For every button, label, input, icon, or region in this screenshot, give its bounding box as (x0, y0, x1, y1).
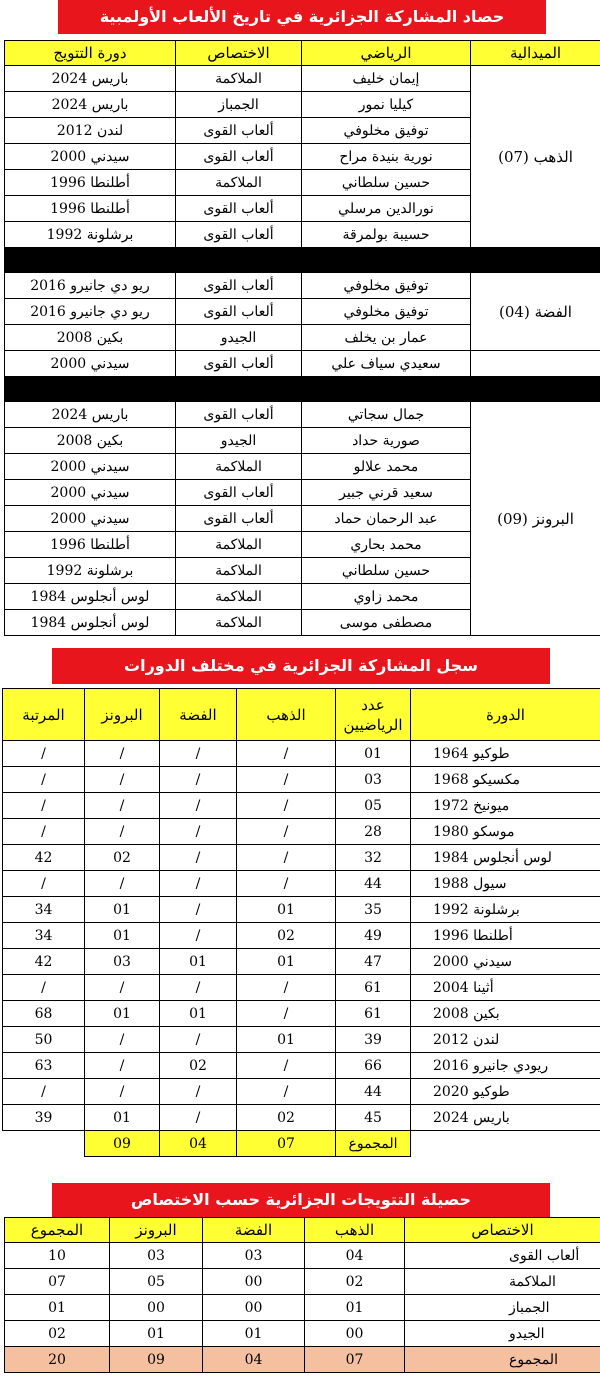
total-count: 10 (5, 1243, 110, 1269)
rank: 42 (3, 845, 85, 871)
athlete-games: سيدني 2000 (5, 351, 176, 377)
medalists-table (4, 40, 600, 636)
edition: لندن 2012 (411, 1027, 600, 1053)
athlete-discipline: ألعاب القوى (176, 506, 302, 532)
totals-bronze: 09 (85, 1131, 160, 1157)
athletes-count: 32 (336, 845, 411, 871)
group-divider-row (5, 248, 600, 273)
athletes-count: 01 (336, 741, 411, 767)
discipline-header-row (5, 1218, 600, 1243)
silver-count: / (160, 871, 237, 897)
medal-silver-label: الفضة (04) (471, 273, 600, 351)
rank: / (3, 1079, 85, 1105)
rank: 68 (3, 1001, 85, 1027)
rank: 34 (3, 897, 85, 923)
athlete-discipline: ألعاب القوى (176, 222, 302, 248)
silver-count: / (160, 897, 237, 923)
header-gold: الذهب (305, 1218, 405, 1243)
discipline-sum-row (5, 1347, 600, 1373)
header-athletes-count: عدد الرياضيين (336, 689, 411, 741)
participation-row (3, 819, 600, 845)
edition: برشلونة 1992 (411, 897, 600, 923)
athlete-name: سعيدي سياف علي (302, 351, 471, 377)
edition: سيدني 2000 (411, 949, 600, 975)
athlete-name: عبد الرحمان حماد (302, 506, 471, 532)
bronze-count: 03 (85, 949, 160, 975)
rank: / (3, 741, 85, 767)
gold-count: / (237, 1053, 336, 1079)
bronze-count: / (85, 975, 160, 1001)
athlete-name: سعيد قرني جبير (302, 480, 471, 506)
participation-row (3, 1027, 600, 1053)
rank: / (3, 793, 85, 819)
edition: لوس أنجلوس 1984 (411, 845, 600, 871)
athlete-discipline: الجمباز (176, 92, 302, 118)
bronze-count: 01 (85, 923, 160, 949)
silver-count: 01 (160, 1001, 237, 1027)
totals-blank-rank (3, 1131, 85, 1157)
bronze-count: / (85, 1027, 160, 1053)
bronze-count: 03 (110, 1243, 203, 1269)
participation-table (2, 688, 600, 1157)
medalists-body (5, 66, 600, 636)
edition: أطلنطا 1996 (411, 923, 600, 949)
participation-row (3, 975, 600, 1001)
discipline-row (5, 1269, 600, 1295)
discipline-name: الجيدو (405, 1321, 600, 1347)
discipline-name: الملاكمة (405, 1269, 600, 1295)
participation-row (3, 1053, 600, 1079)
silver-count: / (160, 793, 237, 819)
athlete-discipline: الملاكمة (176, 170, 302, 196)
rank: / (3, 819, 85, 845)
bronze-count: 09 (110, 1347, 203, 1373)
athlete-discipline: ألعاب القوى (176, 196, 302, 222)
bronze-count: 01 (110, 1321, 203, 1347)
athlete-discipline: الملاكمة (176, 66, 302, 92)
athlete-discipline: الملاكمة (176, 558, 302, 584)
gold-count: / (237, 1001, 336, 1027)
participation-row (3, 767, 600, 793)
bronze-count: 01 (85, 897, 160, 923)
athlete-name: إيمان خليف (302, 66, 471, 92)
header-rank: المرتبة (3, 689, 85, 741)
silver-count: 01 (160, 949, 237, 975)
participation-totals-row (3, 1131, 600, 1157)
edition: طوكيو 2020 (411, 1079, 600, 1105)
silver-count: / (160, 845, 237, 871)
athlete-discipline: الملاكمة (176, 454, 302, 480)
athlete-games: لندن 2012 (5, 118, 176, 144)
bronze-count: 02 (85, 845, 160, 871)
silver-count: / (160, 1079, 237, 1105)
silver-count: / (160, 923, 237, 949)
athlete-games: سيدني 2000 (5, 454, 176, 480)
athlete-games: بكين 2008 (5, 428, 176, 454)
silver-count: 00 (203, 1295, 305, 1321)
header-gold: الذهب (237, 689, 336, 741)
header-total: المجموع (5, 1218, 110, 1243)
bronze-count: / (85, 767, 160, 793)
silver-count: / (160, 1105, 237, 1131)
athletes-count: 44 (336, 1079, 411, 1105)
athlete-discipline: ألعاب القوى (176, 480, 302, 506)
bronze-count: / (85, 871, 160, 897)
header-athlete: الرياضي (302, 41, 471, 66)
bronze-count: / (85, 1079, 160, 1105)
medal-silver-extra (471, 351, 600, 377)
gold-count: 02 (305, 1269, 405, 1295)
athlete-games: سيدني 2000 (5, 506, 176, 532)
total-count: 02 (5, 1321, 110, 1347)
header-silver: الفضة (203, 1218, 305, 1243)
olympic-harvest-title: حصاد المشاركة الجزائرية في تاريخ الألعاب الأولمبية (58, 0, 546, 34)
athlete-games: أطلنطا 1996 (5, 170, 176, 196)
edition: أثينا 2004 (411, 975, 600, 1001)
participation-row (3, 923, 600, 949)
athletes-count: 44 (336, 871, 411, 897)
athlete-name: صورية حداد (302, 428, 471, 454)
athlete-name: توفيق مخلوفي (302, 118, 471, 144)
bronze-count: 01 (85, 1001, 160, 1027)
participation-row (3, 1079, 600, 1105)
group-divider-row (5, 377, 600, 402)
silver-count: 03 (203, 1243, 305, 1269)
totals-silver: 04 (160, 1131, 237, 1157)
athlete-discipline: الملاكمة (176, 584, 302, 610)
medal-gold-label: الذهب (07) (471, 66, 600, 248)
gold-count: / (237, 975, 336, 1001)
gold-count: 02 (237, 923, 336, 949)
bronze-count: / (85, 741, 160, 767)
total-count: 01 (5, 1295, 110, 1321)
gold-count: 00 (305, 1321, 405, 1347)
discipline-name: الجمباز (405, 1295, 600, 1321)
total-count: 20 (5, 1347, 110, 1373)
discipline-name: ألعاب القوى (405, 1243, 600, 1269)
participation-row (3, 1105, 600, 1131)
athletes-count: 61 (336, 975, 411, 1001)
athletes-count: 61 (336, 1001, 411, 1027)
discipline-summary-table (4, 1217, 600, 1373)
participation-row (3, 949, 600, 975)
athletes-count: 47 (336, 949, 411, 975)
athlete-name: حسين سلطاني (302, 170, 471, 196)
athlete-name: محمد علالو (302, 454, 471, 480)
gold-count: 04 (305, 1243, 405, 1269)
gold-count: 07 (305, 1347, 405, 1373)
silver-count: / (160, 975, 237, 1001)
athlete-games: سيدني 2000 (5, 480, 176, 506)
rank: 39 (3, 1105, 85, 1131)
athlete-discipline: ألعاب القوى (176, 351, 302, 377)
silver-count: / (160, 819, 237, 845)
group-divider (5, 248, 600, 273)
athletes-count: 28 (336, 819, 411, 845)
participation-row (3, 1001, 600, 1027)
participation-row (3, 871, 600, 897)
header-medal: الميدالية (471, 41, 600, 66)
athlete-name: كيليا نمور (302, 92, 471, 118)
athletes-count: 03 (336, 767, 411, 793)
gold-count: / (237, 767, 336, 793)
header-discipline: الاختصاص (405, 1218, 600, 1243)
bronze-count: 01 (85, 1105, 160, 1131)
discipline-summary-title: حصيلة التتويجات الجزائرية حسب الاختصاص (52, 1183, 550, 1217)
edition: باريس 2024 (411, 1105, 600, 1131)
silver-count: 02 (160, 1053, 237, 1079)
athlete-name: جمال سجاتي (302, 402, 471, 428)
athlete-games: أطلنطا 1996 (5, 196, 176, 222)
silver-count: / (160, 1027, 237, 1053)
medalist-row (5, 351, 600, 377)
athlete-games: بكين 2008 (5, 325, 176, 351)
gold-count: / (237, 819, 336, 845)
gold-count: 01 (237, 1027, 336, 1053)
discipline-name: المجموع (405, 1347, 600, 1373)
header-edition: الدورة (411, 689, 600, 741)
rank: / (3, 767, 85, 793)
medalist-row (5, 402, 600, 428)
athlete-name: حسيبة بولمرقة (302, 222, 471, 248)
athlete-games: باريس 2024 (5, 92, 176, 118)
silver-count: 01 (203, 1321, 305, 1347)
header-silver: الفضة (160, 689, 237, 741)
silver-count: 00 (203, 1269, 305, 1295)
medalist-row (5, 273, 600, 299)
totals-blank (411, 1131, 600, 1157)
bronze-count: / (85, 793, 160, 819)
edition: ميونيخ 1972 (411, 793, 600, 819)
edition: ريودي جانيرو 2016 (411, 1053, 600, 1079)
athlete-discipline: ألعاب القوى (176, 299, 302, 325)
participation-body (3, 741, 600, 1131)
header-games: دورة التتويج (5, 41, 176, 66)
header-bronze: البرونز (110, 1218, 203, 1243)
athlete-discipline: الجيدو (176, 428, 302, 454)
silver-count: / (160, 741, 237, 767)
athletes-count: 39 (336, 1027, 411, 1053)
gold-count: / (237, 741, 336, 767)
silver-count: / (160, 767, 237, 793)
edition: سيول 1988 (411, 871, 600, 897)
athletes-count: 49 (336, 923, 411, 949)
header-discipline: الاختصاص (176, 41, 302, 66)
participation-row (3, 741, 600, 767)
participation-row (3, 793, 600, 819)
gold-count: / (237, 845, 336, 871)
edition: طوكيو 1964 (411, 741, 600, 767)
athlete-name: توفيق مخلوفي (302, 273, 471, 299)
athlete-games: ريو دي جانيرو 2016 (5, 299, 176, 325)
medalists-header-row (5, 41, 600, 66)
athletes-count: 05 (336, 793, 411, 819)
totals-gold: 07 (237, 1131, 336, 1157)
rank: 63 (3, 1053, 85, 1079)
athlete-name: توفيق مخلوفي (302, 299, 471, 325)
athlete-name: محمد زاوي (302, 584, 471, 610)
athlete-discipline: الملاكمة (176, 532, 302, 558)
athlete-games: باريس 2024 (5, 402, 176, 428)
athletes-count: 35 (336, 897, 411, 923)
athlete-games: لوس أنجلوس 1984 (5, 584, 176, 610)
athlete-name: نورية بنيدة مراح (302, 144, 471, 170)
rank: 50 (3, 1027, 85, 1053)
edition: مكسيكو 1968 (411, 767, 600, 793)
bronze-count: / (85, 1053, 160, 1079)
athlete-discipline: ألعاب القوى (176, 118, 302, 144)
medal-bronze-label: البرونز (09) (471, 402, 600, 636)
athlete-discipline: ألعاب القوى (176, 273, 302, 299)
athlete-games: برشلونة 1992 (5, 558, 176, 584)
silver-count: 04 (203, 1347, 305, 1373)
discipline-body (5, 1243, 600, 1373)
discipline-row (5, 1295, 600, 1321)
gold-count: 01 (305, 1295, 405, 1321)
athlete-discipline: الجيدو (176, 325, 302, 351)
bronze-count: 00 (110, 1295, 203, 1321)
athlete-discipline: ألعاب القوى (176, 402, 302, 428)
athlete-games: ريو دي جانيرو 2016 (5, 273, 176, 299)
totals-label: المجموع (336, 1131, 411, 1157)
gold-count: / (237, 1079, 336, 1105)
gold-count: / (237, 871, 336, 897)
athlete-name: محمد بحاري (302, 532, 471, 558)
athlete-name: حسين سلطاني (302, 558, 471, 584)
participation-row (3, 897, 600, 923)
participation-header-row (3, 689, 600, 741)
gold-count: 01 (237, 949, 336, 975)
athletes-count: 66 (336, 1053, 411, 1079)
rank: / (3, 871, 85, 897)
header-bronze: البرونز (85, 689, 160, 741)
athlete-games: سيدني 2000 (5, 144, 176, 170)
bronze-count: 05 (110, 1269, 203, 1295)
athletes-count: 45 (336, 1105, 411, 1131)
group-divider (5, 377, 600, 402)
gold-count: 02 (237, 1105, 336, 1131)
discipline-row (5, 1321, 600, 1347)
edition: موسكو 1980 (411, 819, 600, 845)
medalist-row (5, 66, 600, 92)
gold-count: 01 (237, 897, 336, 923)
participation-record-title: سجل المشاركة الجزائرية في مختلف الدورات (52, 648, 550, 684)
total-count: 07 (5, 1269, 110, 1295)
athlete-name: عمار بن يخلف (302, 325, 471, 351)
rank: / (3, 975, 85, 1001)
gold-count: / (237, 793, 336, 819)
discipline-row (5, 1243, 600, 1269)
bronze-count: / (85, 819, 160, 845)
athlete-name: مصطفى موسى (302, 610, 471, 636)
edition: بكين 2008 (411, 1001, 600, 1027)
athlete-games: لوس أنجلوس 1984 (5, 610, 176, 636)
participation-row (3, 845, 600, 871)
athlete-games: باريس 2024 (5, 66, 176, 92)
athlete-games: برشلونة 1992 (5, 222, 176, 248)
rank: 42 (3, 949, 85, 975)
athlete-discipline: ألعاب القوى (176, 144, 302, 170)
athlete-discipline: الملاكمة (176, 610, 302, 636)
athlete-games: أطلنطا 1996 (5, 532, 176, 558)
athlete-name: نورالدين مرسلي (302, 196, 471, 222)
rank: 34 (3, 923, 85, 949)
